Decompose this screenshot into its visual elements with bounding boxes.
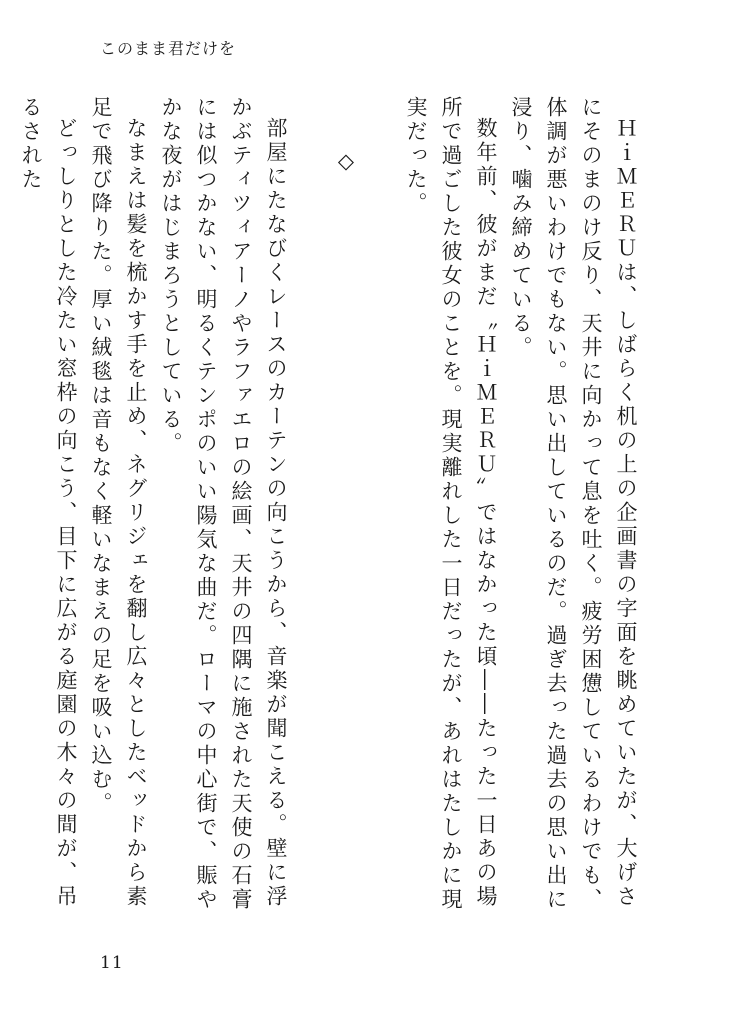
running-header-title: このまま君だけを (100, 39, 237, 58)
blank-line (363, 96, 398, 926)
paragraph: なまえは髪を梳かす手を止め、ネグリジェを翻し広々としたベッドから素足で飛び降りた。厚い絨毯は音もなく軽いなまえの足を吸い込む。 (89, 96, 148, 909)
paragraph: ＨｉＭＥＲＵは、しばらく机の上の企画書の字面を眺めていたが、大げさにそのまのけ反り、天井に向かって息を吐く。疲労困憊しているわけでも、体調が悪いわけでもない。思い出しているのだ。過ぎ去った過去の思い出に浸り、噛み締めている。 (509, 96, 638, 912)
paragraph: どっしりとした冷たい窓枠の向こう、目下に広がる庭園の木々の間が、吊るされた (19, 96, 78, 909)
paragraph: 部屋にたなびくレースのカーテンの向こうから、音楽が聞こえる。壁に浮かぶティツィアーノやラファエロの絵画、天井の四隅に施された天使の石膏には似つかない、明るくテンポのいい陽気な曲だ。ローマの中心街で、賑やかな夜がはじまろうとしている。 (159, 96, 288, 912)
paragraph: 数年前、彼がまだ〝ＨｉＭＥＲＵ〟ではなかった頃――たった一日あの場所で過ごした彼女のことを。現実離れした一日だったが、あれはたしかに現実だった。 (404, 96, 498, 912)
page-number: 11 (100, 953, 124, 973)
blank-line (293, 96, 328, 926)
section-separator: ◇ (334, 148, 358, 176)
body-text (19, 96, 643, 926)
